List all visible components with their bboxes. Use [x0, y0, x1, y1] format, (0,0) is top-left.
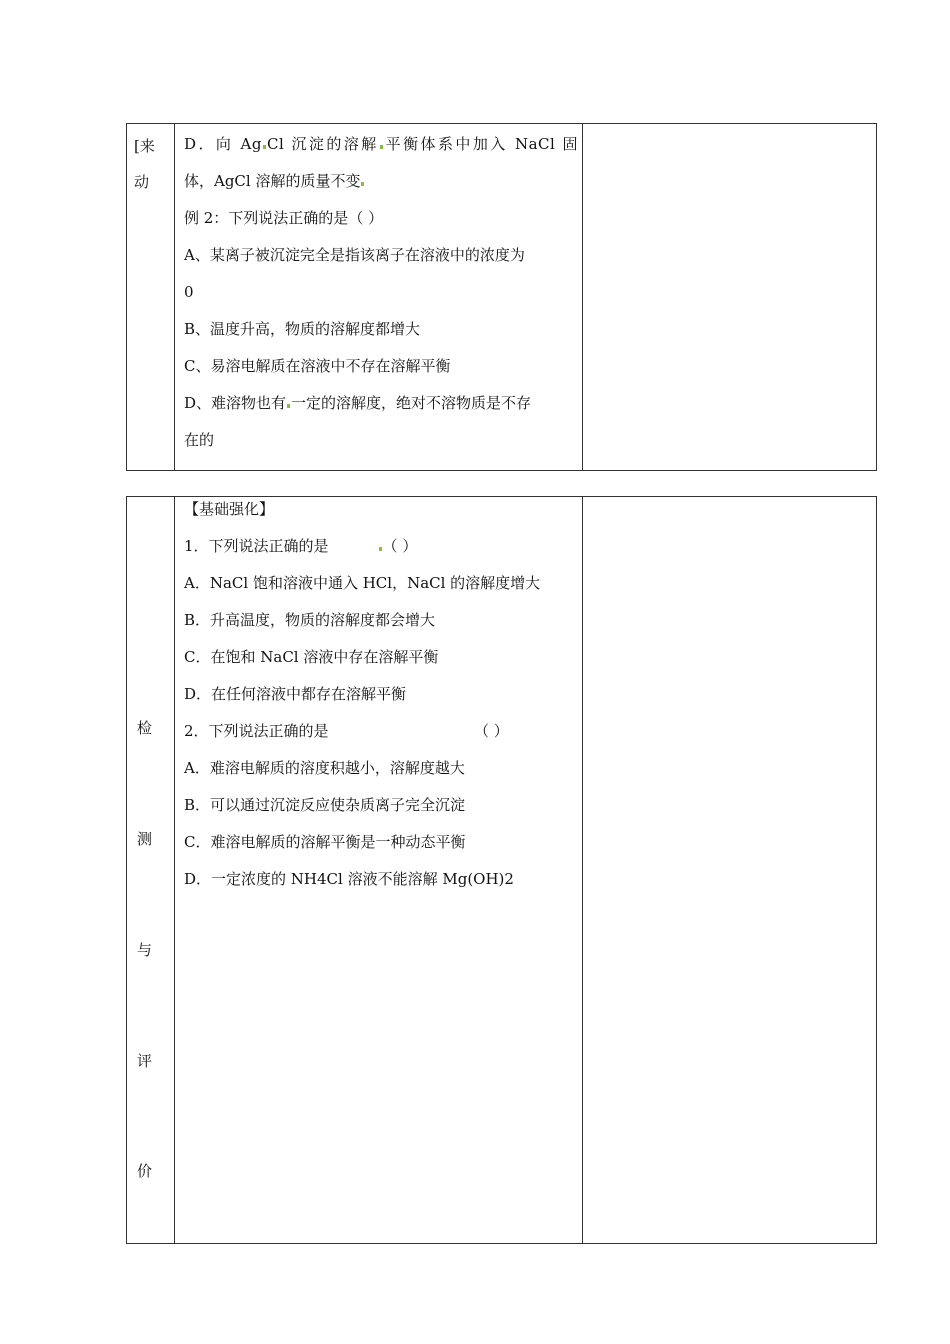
example-2-option-d-line2: 在的 — [184, 431, 215, 449]
example-2-title: 例 2：下列说法正确的是（ ） — [184, 209, 384, 227]
question-2-option-b: B．可以通过沉淀反应使杂质离子完全沉淀 — [184, 796, 466, 814]
edit-mark — [263, 145, 266, 149]
content-cell — [175, 497, 583, 1244]
edit-mark — [380, 145, 383, 149]
option-d-line1: D．向 Ag Cl 沉淀的溶解 平衡体系中加入 NaCl 固 — [184, 135, 578, 153]
top-table — [126, 123, 877, 471]
option-d-line2: 体，AgCl 溶解的质量不变 — [184, 163, 578, 200]
notes-cell — [583, 497, 877, 1244]
edit-mark — [287, 404, 290, 408]
example-2-option-a-line2: 0 — [184, 283, 194, 301]
section-heading: 【基础强化】 — [184, 500, 275, 518]
side-label-line: 动 — [134, 173, 150, 191]
question-2: 2．下列说法正确的是 （ ） — [184, 722, 509, 740]
edit-mark — [361, 182, 364, 186]
question-1-option-b: B．升高温度，物质的溶解度都会增大 — [184, 611, 436, 629]
side-label-char: 价 — [137, 1162, 153, 1180]
question-1-option-d: D．在任何溶液中都存在溶解平衡 — [184, 685, 407, 703]
edit-mark — [379, 547, 382, 551]
side-label-char: 与 — [137, 941, 153, 959]
question-1: 1．下列说法正确的是 （ ） — [184, 537, 418, 555]
content-cell — [175, 124, 583, 471]
question-1-option-c: C．在饱和 NaCl 溶液中存在溶解平衡 — [184, 648, 439, 666]
example-2-option-b: B、温度升高，物质的溶解度都增大 — [184, 320, 421, 338]
question-2-option-a: A．难溶电解质的溶度积越小，溶解度越大 — [184, 759, 465, 777]
side-label-cell — [127, 124, 175, 471]
side-label-line: [来 — [134, 137, 155, 155]
question-2-option-d: D．一定浓度的 NH4Cl 溶液不能溶解 Mg(OH)2 — [184, 870, 514, 888]
example-2-option-d-line1: D、难溶物也有 一定的溶解度，绝对不溶物质是不存 — [184, 394, 532, 412]
example-2-option-c: C、易溶电解质在溶液中不存在溶解平衡 — [184, 357, 451, 375]
assessment-table — [126, 496, 877, 1244]
example-2-option-a-line1: A、某离子被沉淀完全是指该离子在溶液中的浓度为 — [184, 246, 525, 264]
side-label-cell — [127, 497, 175, 1244]
notes-cell — [583, 124, 877, 471]
question-1-option-a: A．NaCl 饱和溶液中通入 HCl，NaCl 的溶解度增大 — [184, 574, 541, 592]
question-2-option-c: C．难溶电解质的溶解平衡是一种动态平衡 — [184, 833, 466, 851]
side-label-char: 测 — [137, 830, 153, 848]
side-label-char: 评 — [137, 1052, 153, 1070]
side-label-char: 检 — [137, 719, 153, 737]
